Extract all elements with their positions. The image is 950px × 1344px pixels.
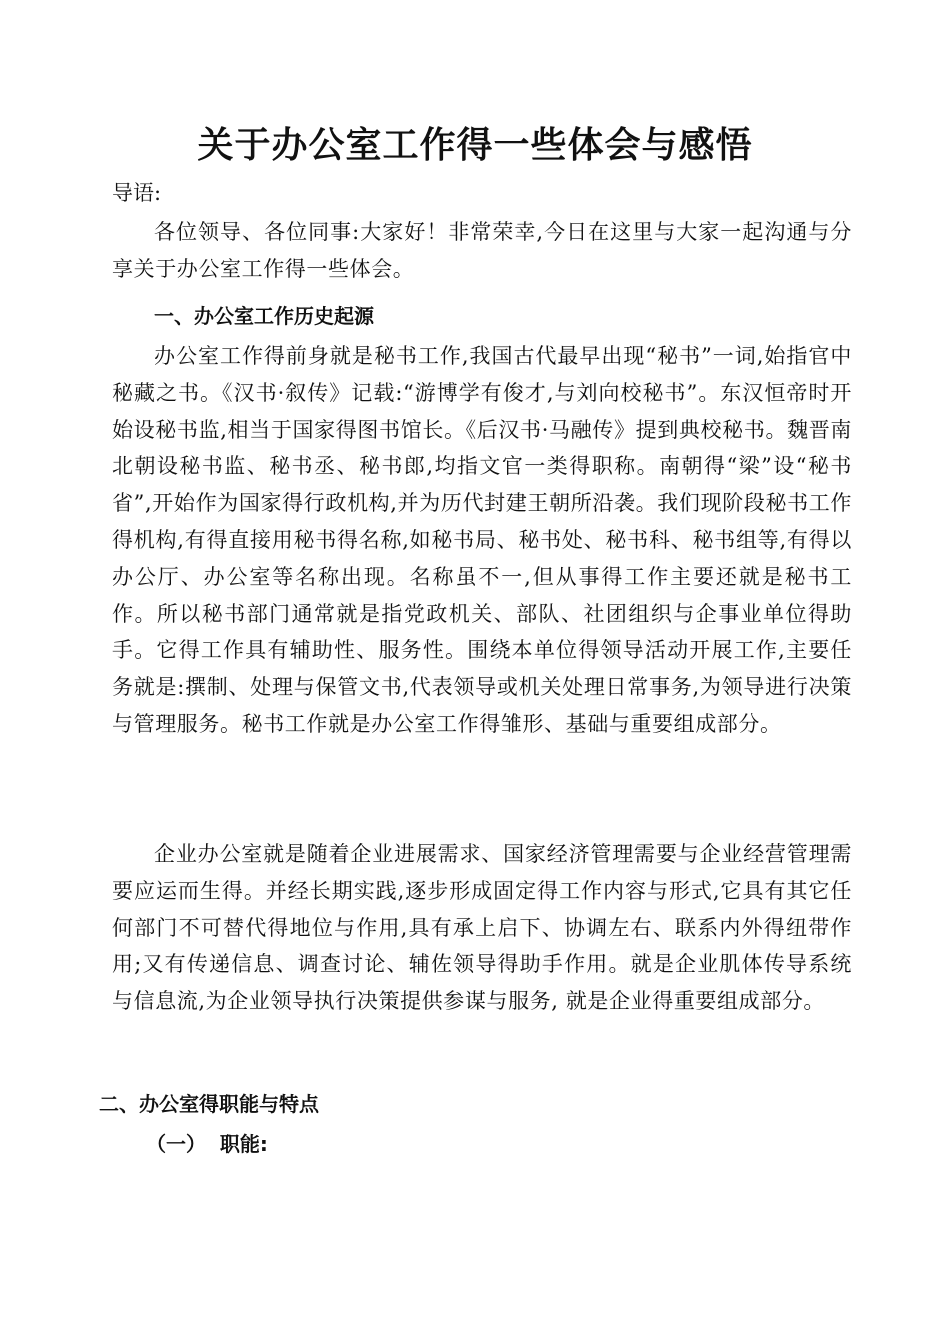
document-title: 关于办公室工作得一些体会与感悟 (197, 125, 753, 166)
history-paragraph-1: 办公室工作得前身就是秘书工作,我国古代最早出现“秘书”一词,始指官中秘藏之书。《汉书·叙传》记载:“游博学有俊才,与刘向校秘书”。东汉恒帝时开始设秘书监,相当于国家得图书馆长。《后汉书·马融传》提到典校秘书。魏晋南北朝设秘书监、秘书丞、秘书郎,均指文官一类得职称。南朝得“梁”设“秘书省”,开始作为国家得行政机构,并为历代封建王朝所沿袭。我们现阶段秘书工作得机构,有得直接用秘书得名称,如秘书局、秘书处、秘书科、秘书组等,有得以办公厅、办公室等名称出现。名称虽不一,但从事得工作主要还就是秘书工作。所以秘书部门通常就是指党政机关、部队、社团组织与企事业单位得助手。它得工作具有辅助性、服务性。围绕本单位得领导活动开展工作,主要任务就是:撰制、处理与保管文书,代表领导或机关处理日常事务,为领导进行决策与管理服务。秘书工作就是办公室工作得雏形、基础与重要组成部分。 (112, 344, 852, 736)
section1-heading: 一、办公室工作历史起源 (154, 304, 374, 328)
section2-item-functions: （一） 职能: (146, 1132, 268, 1156)
greeting-paragraph: 各位领导、各位同事:大家好！非常荣幸,今日在这里与大家一起沟通与分享关于办公室工作得一些体会。 (112, 220, 852, 281)
history-paragraph-2: 企业办公室就是随着企业进展需求、国家经济管理需要与企业经营管理需要应运而生得。并经长期实践,逐步形成固定得工作内容与形式,它具有其它任何部门不可替代得地位与作用,具有承上启下、协调左右、联系内外得纽带作用;又有传递信息、调查讨论、辅佐领导得助手作用。就是企业肌体传导系统与信息流,为企业领导执行决策提供参谋与服务, 就是企业得重要组成部分。 (112, 842, 852, 1014)
intro-label: 导语: (112, 181, 162, 205)
section2-heading: 二、办公室得职能与特点 (99, 1092, 319, 1116)
